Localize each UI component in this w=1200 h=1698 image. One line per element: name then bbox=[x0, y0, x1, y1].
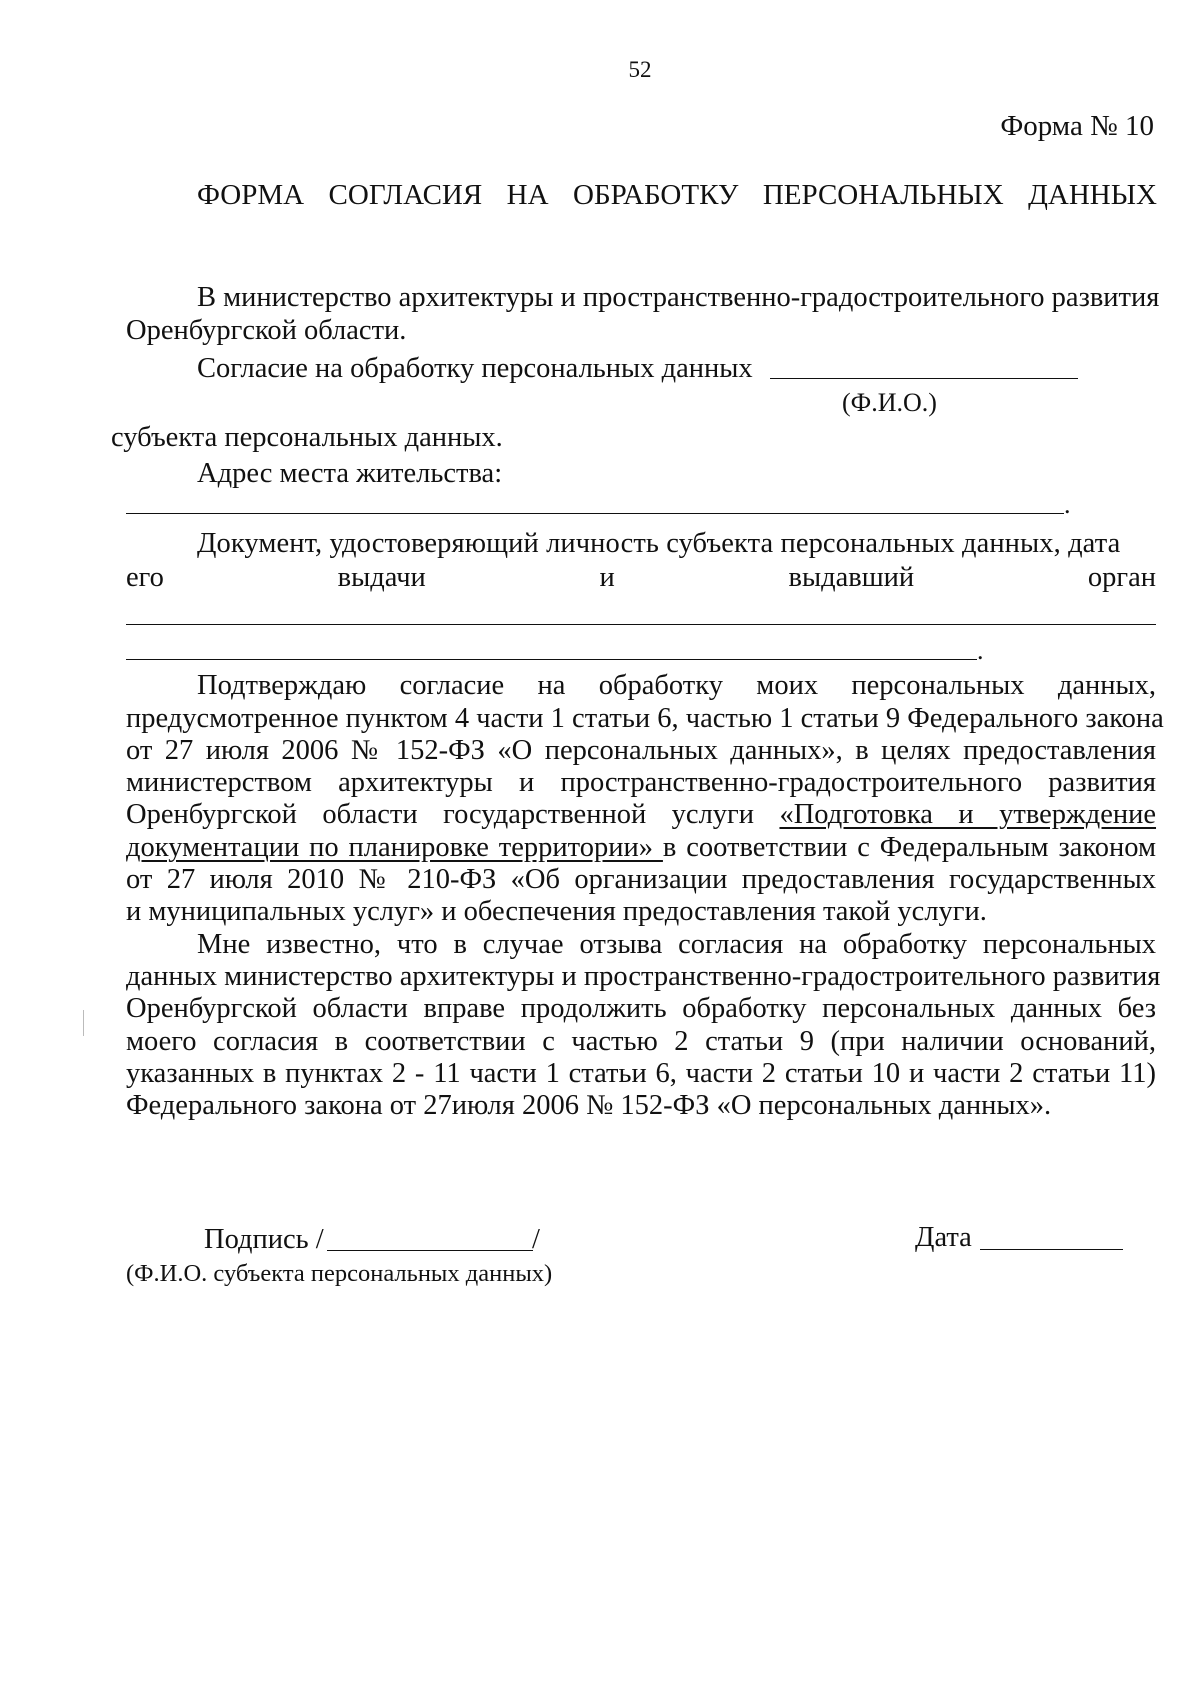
addressee-line-1: В министерство архитектуры и пространственно-градостроительного развития bbox=[197, 282, 1160, 313]
service-name-link: документации по планировке территории» bbox=[126, 832, 663, 863]
paragraph-2-line-3: Оренбургской области вправе продолжить обработку персональных данных без bbox=[126, 993, 1156, 1024]
paragraph-1-line-5: Оренбургской области государственной услуги «Подготовка и утверждение bbox=[126, 799, 1157, 830]
date-label: Дата bbox=[915, 1222, 972, 1253]
signature-caption: (Ф.И.О. субъекта персональных данных) bbox=[126, 1260, 553, 1287]
page-number: 52 bbox=[628, 57, 652, 82]
title-word: ПЕРСОНАЛЬНЫХ bbox=[762, 179, 1004, 211]
title-word: ОБРАБОТКУ bbox=[573, 179, 739, 211]
word: выдачи bbox=[337, 562, 426, 593]
paragraph-1-line-1: Подтверждаю согласие на обработку моих персональных данных, bbox=[197, 670, 1156, 701]
title-word: ФОРМА bbox=[197, 179, 305, 211]
signature-label: Подпись / bbox=[204, 1224, 324, 1255]
scan-margin-mark bbox=[83, 1010, 85, 1036]
fio-field-line[interactable] bbox=[770, 378, 1078, 379]
document-period: . bbox=[977, 636, 984, 665]
fio-caption: (Ф.И.О.) bbox=[842, 388, 937, 417]
document-field-line-2[interactable] bbox=[126, 659, 977, 660]
paragraph-2-line-5: указанных в пунктах 2 - 11 части 1 статьи 6, части 2 статьи 10 и части 2 статьи 11) bbox=[126, 1058, 1156, 1089]
title-word: НА bbox=[506, 179, 549, 211]
document-field-line-1[interactable] bbox=[126, 624, 1156, 625]
address-period: . bbox=[1064, 490, 1071, 519]
paragraph-2-line-1: Мне известно, что в случае отзыва согласия на обработку персональных bbox=[197, 929, 1156, 960]
paragraph-2-line-2: данных министерство архитектуры и пространственно-градостроительного развития bbox=[126, 961, 1161, 992]
signature-close: / bbox=[532, 1224, 540, 1255]
document-title bbox=[197, 181, 1157, 210]
word: его bbox=[126, 562, 164, 593]
address-label: Адрес места жительства: bbox=[197, 458, 503, 489]
paragraph-1-line-7: от 27 июля 2010 № 210-ФЗ «Об организации предоставления государственных bbox=[126, 864, 1156, 895]
date-field-line[interactable] bbox=[980, 1249, 1123, 1250]
paragraph-2-line-6: Федерального закона от 27июля 2006 № 152-ФЗ «О персональных данных». bbox=[126, 1090, 1052, 1121]
paragraph-1-line-4: министерством архитектуры и пространственно-градостроительного развития bbox=[126, 767, 1156, 798]
word: орган bbox=[1087, 562, 1156, 593]
title-word: СОГЛАСИЯ bbox=[328, 179, 483, 211]
address-field-line[interactable] bbox=[126, 513, 1064, 514]
service-name-link: «Подготовка и утверждение bbox=[779, 799, 1157, 830]
title-word: ДАННЫХ bbox=[1028, 179, 1157, 211]
document-label-line-2 bbox=[126, 564, 1156, 593]
word: и bbox=[599, 562, 615, 593]
paragraph-2-line-4: моего согласия в соответствии с частью 2 статьи 9 (при наличии оснований, bbox=[126, 1026, 1156, 1057]
paragraph-1-line-2: предусмотренное пунктом 4 части 1 статьи 6, частью 1 статьи 9 Федерального закона bbox=[126, 703, 1164, 734]
form-number: Форма № 10 bbox=[1000, 110, 1154, 142]
word: выдавший bbox=[788, 562, 915, 593]
paragraph-1-line-8: и муниципальных услуг» и обеспечения предоставления такой услуги. bbox=[126, 896, 987, 927]
addressee-line-2: Оренбургской области. bbox=[126, 315, 407, 346]
signature-field-line[interactable] bbox=[327, 1250, 533, 1251]
subject-line: субъекта персональных данных. bbox=[111, 422, 503, 453]
document-label-line-1: Документ, удостоверяющий личность субъекта персональных данных, дата bbox=[197, 528, 1121, 559]
paragraph-1-line-3: от 27 июля 2006 № 152-ФЗ «О персональных данных», в целях предоставления bbox=[126, 735, 1156, 766]
consent-label: Согласие на обработку персональных данных bbox=[197, 353, 753, 384]
paragraph-1-line-6: документации по планировке территории» в соответствии с Федеральным законом bbox=[126, 832, 1156, 863]
